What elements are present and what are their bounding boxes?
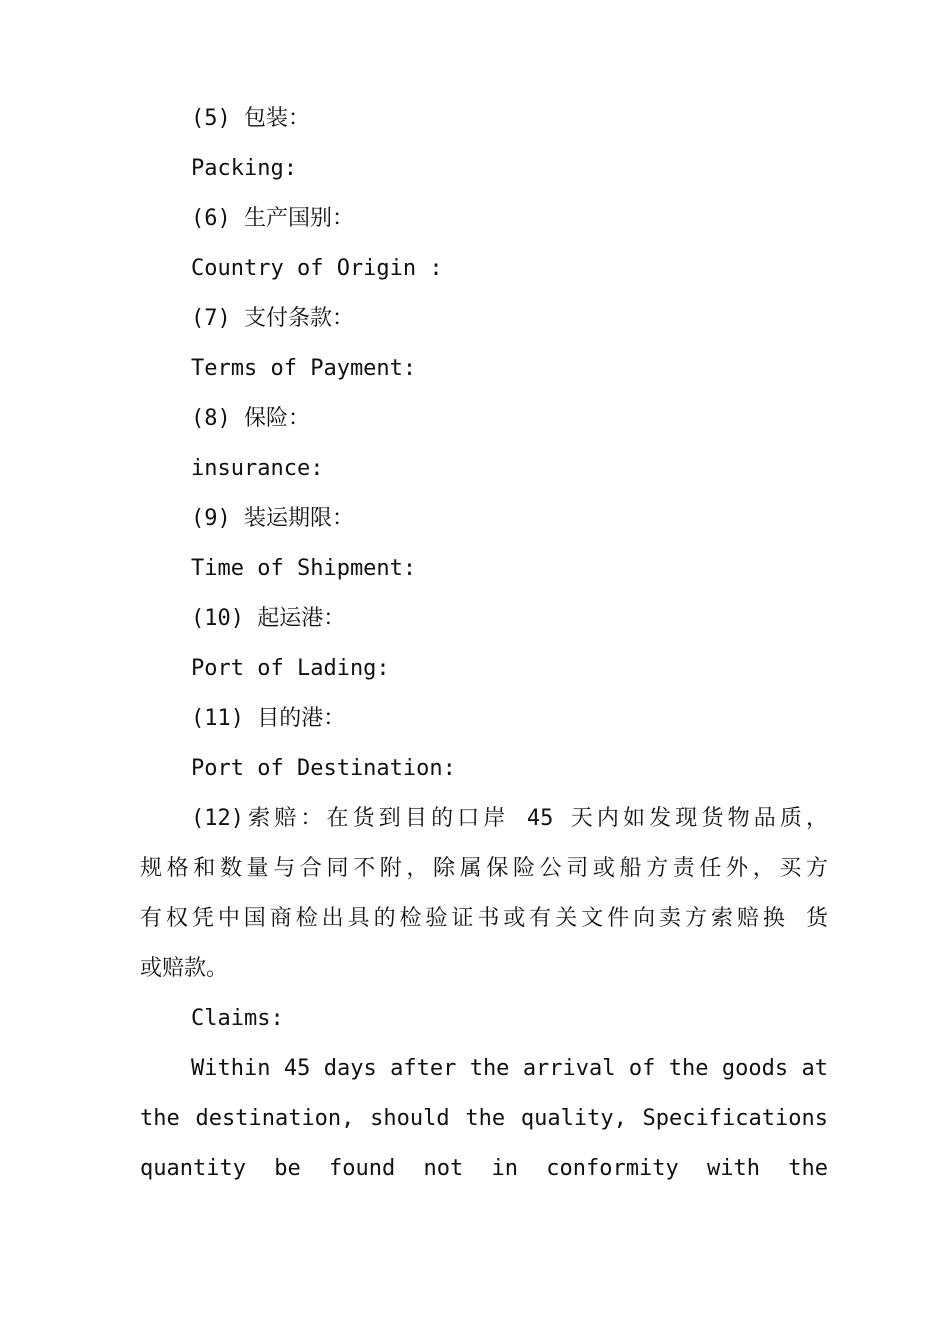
item-shipment-cn: (9) 装运期限： — [191, 506, 354, 531]
claims-cn-line-2: 规格和数量与合同不附，除属保险公司或船方责任外，买方 — [140, 856, 828, 881]
claims-en-heading: Claims: — [191, 1006, 284, 1031]
claims-cn-line-4: 或赔款。 — [140, 956, 229, 981]
claims-cn-line-3: 有权凭中国商检出具的检验证书或有关文件向卖方索赔换 货 — [140, 906, 828, 931]
item-shipment-en: Time of Shipment: — [191, 556, 417, 581]
item-packing-en: Packing: — [191, 156, 297, 181]
item-payment-en: Terms of Payment: — [191, 356, 417, 381]
item-lading-cn: (10) 起运港： — [191, 606, 346, 631]
item-packing-cn: (5) 包装： — [191, 106, 310, 131]
contract-text — [140, 94, 828, 1194]
item-insurance-en: insurance: — [191, 456, 324, 481]
item-origin-en: Country of Origin : — [191, 256, 443, 281]
claims-cn-line-1: (12)索赔：在货到目的口岸 45 天内如发现货物品质， — [191, 806, 828, 831]
item-origin-cn: (6) 生产国别： — [191, 206, 354, 231]
item-destination-cn: (11) 目的港： — [191, 706, 346, 731]
claims-en-line-1: Within 45 days after the arrival of the goods at — [191, 1056, 828, 1081]
item-insurance-cn: (8) 保险： — [191, 406, 310, 431]
claims-en-line-2: the destination, should the quality, Specifications — [140, 1106, 828, 1131]
claims-en-line-3: quantity be found not in conformity with the — [140, 1156, 828, 1181]
item-destination-en: Port of Destination: — [191, 756, 456, 781]
item-payment-cn: (7) 支付条款： — [191, 306, 354, 331]
item-lading-en: Port of Lading: — [191, 656, 390, 681]
